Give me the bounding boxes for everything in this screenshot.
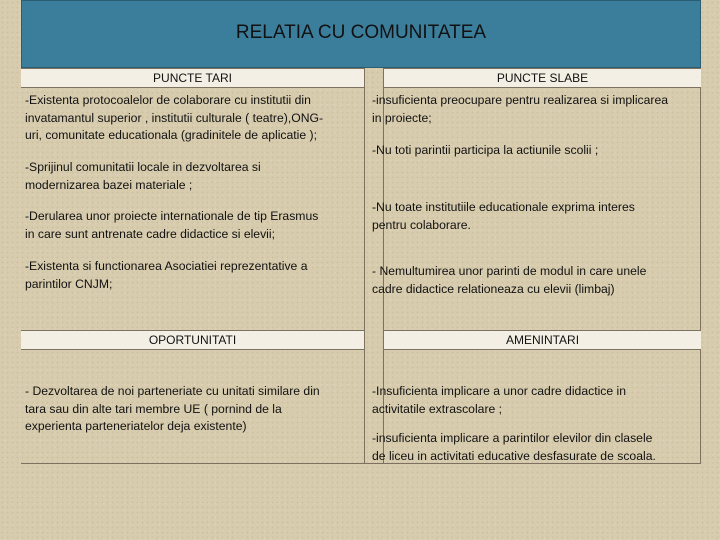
puncte-slabe-item: - Nemultumirea unor parinti de modul in care unele cadre didactice relationeaza cu elevii (limbaj) — [372, 264, 647, 296]
puncte-tari-item: -Derularea unor proiecte internationale de tip Erasmus in care sunt antrenate cadre didactice si elevii; — [25, 209, 319, 241]
oportunitati-item: - Dezvoltarea de noi parteneriate cu unitati similare din tara sau din alte tari membre UE ( pornind de la experienta parteneriatelor deja existente) — [25, 384, 320, 433]
title-bar — [21, 0, 701, 68]
puncte-slabe-item: -Nu toate institutiile educationale exprima interes pentru colaborare. — [372, 200, 635, 232]
page-title: RELATIA CU COMUNITATEA — [235, 22, 487, 43]
puncte-slabe-item: -insuficienta preocupare pentru realizarea si implicarea in proiecte; — [372, 93, 669, 125]
swot-table — [21, 68, 701, 464]
puncte-slabe-item: -Nu toti parintii participa la actiunile scolii ; — [372, 143, 599, 157]
amenintari-item: -insuficienta implicare a parintilor elevilor din clasele de liceu in activitati educative desfasurate de scoala. — [372, 431, 656, 463]
header-oportunitati: OPORTUNITATI — [21, 330, 364, 350]
puncte-tari-item: -Existenta protocoalelor de colaborare cu institutii din invatamantul superior , institutii culturale ( teatre),ONG- uri, comunitate educationala (gradinitele de aplicatie ); — [25, 93, 324, 142]
puncte-tari-item: -Sprijinul comunitatii locale in dezvoltarea si modernizarea bazei materiale ; — [25, 160, 261, 192]
amenintari-item: -Insuficienta implicare a unor cadre didactice in activitatile extrascolare ; — [372, 384, 627, 416]
puncte-tari-item: -Existenta si functionarea Asociatiei reprezentative a parintilor CNJM; — [25, 259, 308, 291]
header-amenintari: AMENINTARI — [384, 330, 701, 350]
header-puncte-slabe: PUNCTE SLABE — [384, 68, 701, 88]
header-puncte-tari: PUNCTE TARI — [21, 68, 364, 88]
